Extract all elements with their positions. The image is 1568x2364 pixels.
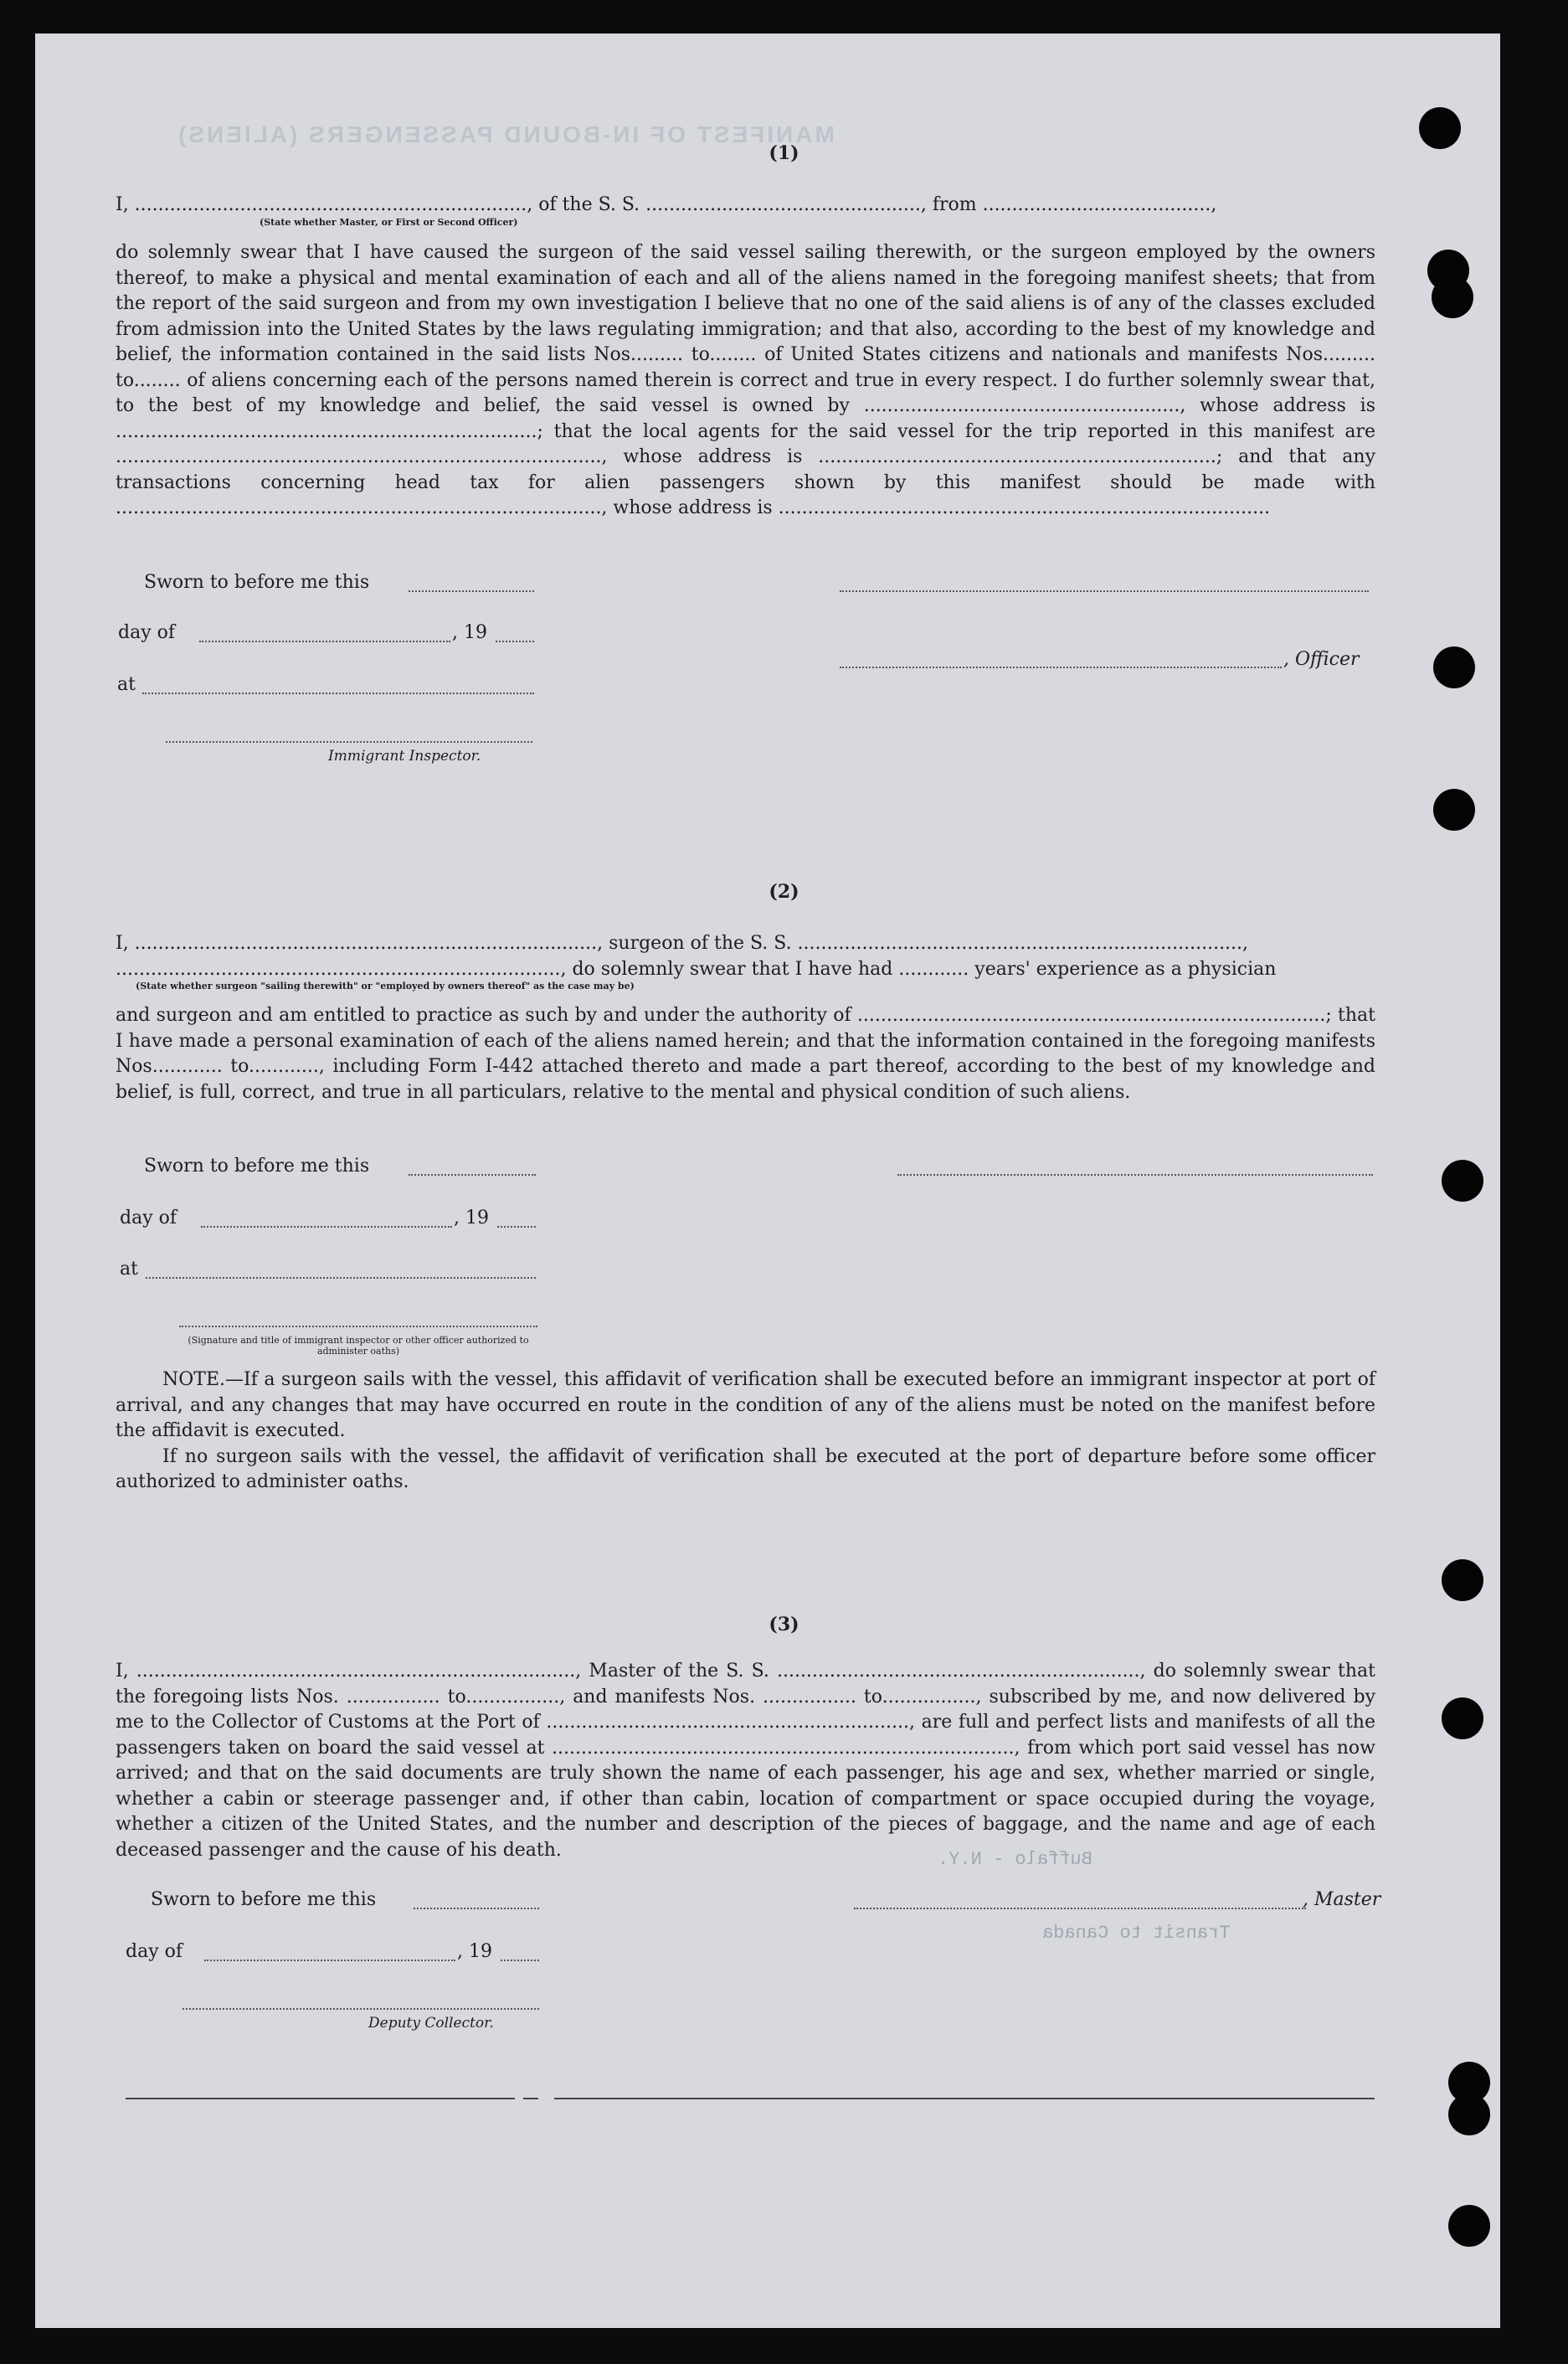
sworn-date-field[interactable] bbox=[414, 1908, 539, 1909]
section-1-body-text: do solemnly swear that I have caused the surgeon of the said vessel sailing therewith, or the surgeon employed by the owners thereof, to make a physical and mental examination of each and all of the aliens named in the foregoing manifest sheets; that from the report of the said surgeon and from my own investigation I believe that no one of the said aliens is of any of the classes excluded from admission into the United States by the laws regulating immigration; and that also, according to the best of my knowledge and belief, the information contained in the said lists Nos......... to........ of United States citizens and nationals and manifests Nos......... to........ of aliens concerning each of the persons named therein is correct and true in every respect. I do further solemnly swear that, to the best of my knowledge and belief, the said vessel is owned by ......................................................, whose address is ........................................................................; that the local agents for the said vessel for the trip reported in this manifest are ..................................................................................., whose address is ....................................................................; and that any transactions concerning head tax for alien passengers shown by this manifest should be made with ..................................................................................., whose address is .................................................................................... bbox=[116, 242, 1375, 518]
section-1-number: (1) bbox=[769, 142, 799, 164]
year-label: , 19 bbox=[454, 1208, 489, 1228]
bottom-rule bbox=[554, 2098, 1375, 2099]
officer-signature-field[interactable] bbox=[840, 590, 1369, 592]
punch-hole bbox=[1448, 2205, 1490, 2247]
year-prefix: 19 bbox=[469, 1941, 492, 1962]
sworn-date-field[interactable] bbox=[409, 590, 534, 592]
sworn-label: Sworn to before me this bbox=[144, 572, 370, 593]
year-prefix: 19 bbox=[464, 622, 487, 643]
year-label: , 19 bbox=[452, 622, 487, 643]
bleed-through-header: MANIFEST OF IN-BOUND PASSENGERS (ALIENS) bbox=[176, 121, 835, 147]
punch-hole bbox=[1448, 2094, 1490, 2135]
punch-hole bbox=[1433, 646, 1475, 688]
section-2-intro-note: (State whether surgeon "sailing therewith" or "employed by owners thereof" as the case may be) bbox=[136, 981, 635, 991]
section-3-body-text: I, ..........................................................................., Master of the S. S. .............................................................., do solemnly swear that the foregoing lists Nos. ................ to................, and manifests Nos. ................ to................, subscribed by me, and now delivered by me to the Collector of Customs at the Port of .............................................................., are full and perfect lists and manifests of all the passengers taken on board the said vessel at ..............................................................................., from which port said vessel has now arrived; and that on the said documents are truly shown the name of each passenger, his age and sex, whether married or single, whether a cabin or steerage passenger and, if other than cabin, location of compartment or space occupied during the voyage, whether a citizen of the United States, and the number and description of the pieces of baggage, and the name and age of each deceased passenger and the cause of his death. bbox=[116, 1661, 1375, 1861]
year-field[interactable] bbox=[501, 1960, 539, 1961]
bottom-rule bbox=[523, 2098, 538, 2099]
punch-hole bbox=[1433, 789, 1475, 831]
year-label: , 19 bbox=[457, 1941, 492, 1962]
deputy-collector-signature-field[interactable] bbox=[183, 2008, 539, 2010]
section-2-body-text: and surgeon and am entitled to practice as such by and under the authority of ................................................................................; that I have made a personal examination of each of the aliens named herein; and that the information contained in the foregoing manifests Nos............ to............, including Form I-442 attached thereto and made a part thereof, according to the best of my knowledge and belief, is full, correct, and true in all particulars, relative to the mental and physical condition of such aliens. bbox=[116, 1005, 1375, 1103]
year-field[interactable] bbox=[496, 641, 534, 642]
sworn-date-field[interactable] bbox=[409, 1174, 536, 1176]
at-field[interactable] bbox=[142, 693, 534, 694]
punch-hole bbox=[1442, 1559, 1483, 1601]
section-2-intro-line-2: ............................................................................, do solemnly swear that I have had ............ years' experience as a physician bbox=[116, 958, 1277, 980]
sworn-label: Sworn to before me this bbox=[144, 1156, 370, 1177]
section-3-number: (3) bbox=[769, 1614, 799, 1635]
section-1-intro-line: I, ..................................................................., of the S. S. ..............................................., from ......................................., bbox=[116, 194, 1217, 215]
section-2-intro bbox=[116, 931, 1375, 982]
day-of-label: day of bbox=[118, 622, 176, 643]
master-label: , Master bbox=[1303, 1889, 1381, 1910]
immigrant-inspector-label: Immigrant Inspector. bbox=[328, 748, 481, 765]
officer-name-field[interactable] bbox=[840, 667, 1282, 668]
surgeon-note bbox=[116, 1367, 1375, 1496]
signature-title-note bbox=[183, 1335, 534, 1357]
day-of-field[interactable] bbox=[201, 1226, 452, 1228]
punch-hole bbox=[1442, 1697, 1483, 1739]
section-1-intro-note: (State whether Master, or First or Second Officer) bbox=[260, 217, 518, 228]
master-signature-field[interactable] bbox=[854, 1908, 1306, 1909]
section-3-body bbox=[116, 1659, 1375, 1863]
bleed-through-line: Buffalo - N.Y. bbox=[938, 1849, 1092, 1870]
section-1-body bbox=[116, 240, 1375, 522]
punch-hole bbox=[1432, 276, 1473, 318]
day-of-field[interactable] bbox=[204, 1960, 455, 1961]
section-2-number: (2) bbox=[769, 881, 799, 903]
officer-label: , Officer bbox=[1283, 649, 1360, 670]
inspector-signature-field[interactable] bbox=[166, 741, 532, 743]
at-label: at bbox=[120, 1259, 138, 1280]
section-2-body bbox=[116, 1003, 1375, 1105]
deputy-collector-label: Deputy Collector. bbox=[368, 2015, 494, 2032]
day-of-label: day of bbox=[126, 1941, 183, 1962]
signature-field[interactable] bbox=[897, 1174, 1373, 1176]
sworn-label: Sworn to before me this bbox=[151, 1889, 377, 1910]
year-prefix: 19 bbox=[465, 1208, 489, 1228]
section-2-intro-line: I, ..............................................................................., surgeon of the S. S. ............................................................................, bbox=[116, 933, 1249, 954]
signature-title-text: (Signature and title of immigrant inspector or other officer authorized to administer oaths) bbox=[188, 1335, 529, 1357]
bottom-rule bbox=[126, 2098, 515, 2099]
surgeon-note-text: NOTE.—If a surgeon sails with the vessel, this affidavit of verification shall be executed before an immigrant inspector at port of arrival, and any changes that may have occurred en route in the condition of any of the aliens must be noted on the manifest before the affidavit is executed. bbox=[116, 1369, 1375, 1441]
inspector-signature-field[interactable] bbox=[179, 1326, 537, 1327]
surgeon-note-text-2: If no surgeon sails with the vessel, the affidavit of verification shall be executed at the port of departure before some officer authorized to administer oaths. bbox=[116, 1445, 1375, 1492]
at-label: at bbox=[117, 674, 136, 695]
year-field[interactable] bbox=[497, 1226, 536, 1228]
day-of-label: day of bbox=[120, 1208, 177, 1228]
bleed-through-line: Transit to Canada bbox=[1042, 1923, 1231, 1944]
section-1-intro bbox=[116, 193, 1375, 219]
punch-hole bbox=[1442, 1160, 1483, 1202]
day-of-field[interactable] bbox=[199, 641, 450, 642]
at-field[interactable] bbox=[146, 1277, 536, 1279]
